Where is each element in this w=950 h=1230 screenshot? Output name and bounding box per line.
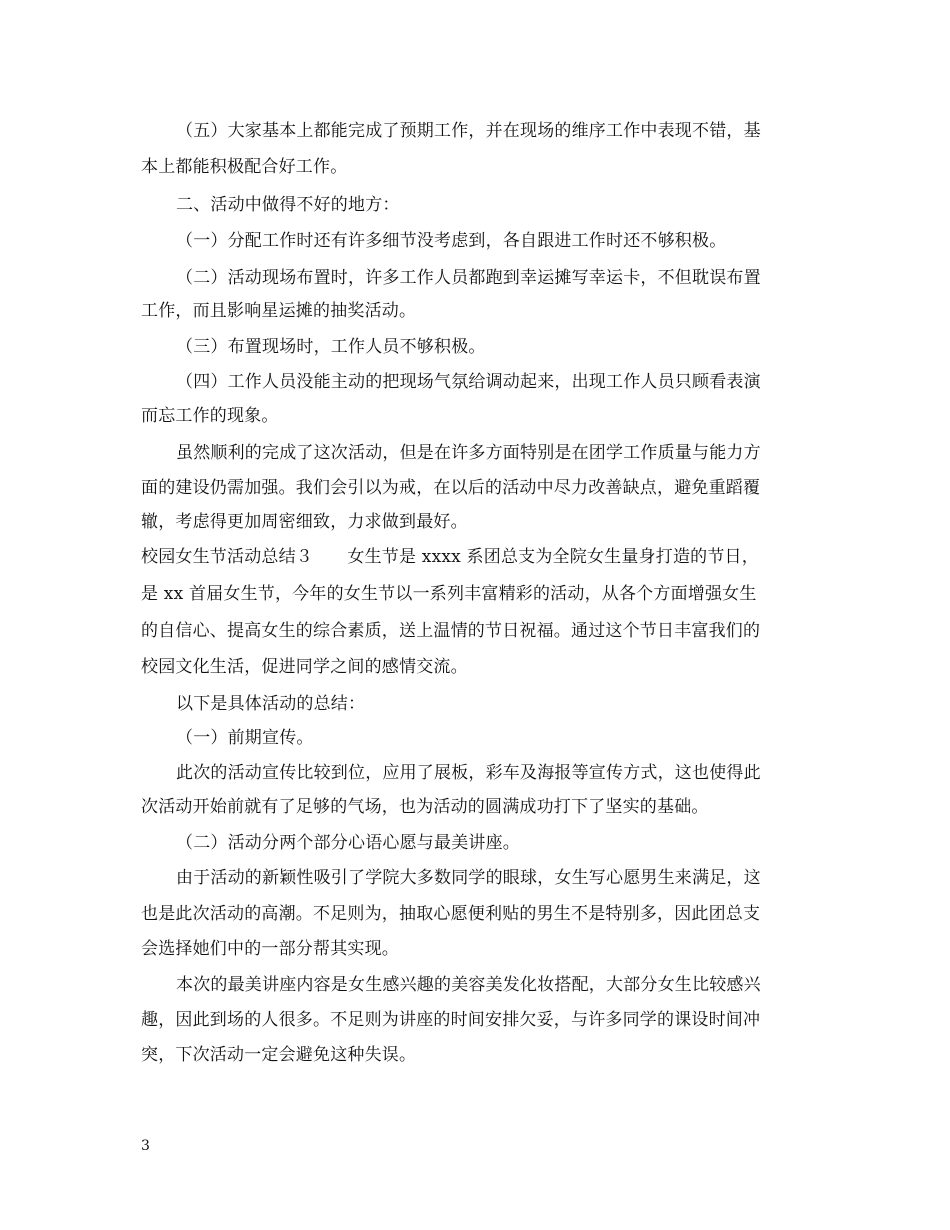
text-line: 二、活动中做得不好的地方： — [176, 195, 400, 215]
text-line: 本次的最美讲座内容是女生感兴趣的美容美发化妆搭配，大部分女生比较感兴 — [176, 975, 761, 995]
text-line: 由于活动的新颖性吸引了学院大多数同学的眼球，女生写心愿男生来满足，这 — [176, 868, 761, 888]
text-line: 工作，而且影响星运摊的抽奖活动。 — [141, 301, 417, 321]
text-line: 本上都能积极配合好工作。 — [141, 157, 348, 177]
text-line: 趣，因此到场的人很多。不足则为讲座的时间安排欠妥，与许多同学的课设时间冲 — [141, 1010, 761, 1030]
text-line: （一）前期宣传。 — [176, 728, 314, 748]
text-line: 次活动开始前就有了足够的气场，也为活动的圆满成功打下了坚实的基础。 — [141, 797, 709, 817]
text-line: 虽然顺利的完成了这次活动，但是在许多方面特别是在团学工作质量与能力方 — [176, 443, 761, 463]
text-line: （二）活动分两个部分心语心愿与最美讲座。 — [176, 833, 520, 853]
text-line: 的自信心、提高女生的综合素质，送上温情的节日祝福。通过这个节日丰富我们的 — [141, 621, 761, 641]
text-line: 以下是具体活动的总结： — [176, 694, 366, 714]
section-heading-line: 校园女生节活动总结３ 女生节是 xxxx 系团总支为全院女生量身打造的节日， — [141, 547, 759, 567]
text-line: 校园文化生活，促进同学之间的感情交流。 — [141, 657, 468, 677]
text-line: （二）活动现场布置时，许多工作人员都跑到幸运摊写幸运卡，不但耽误布置 — [176, 268, 761, 288]
text-line: （三）布置现场时，工作人员不够积极。 — [176, 337, 486, 357]
text-line: 此次的活动宣传比较到位，应用了展板，彩车及海报等宣传方式，这也使得此 — [176, 763, 761, 783]
text-line: 辙，考虑得更加周密细致，力求做到最好。 — [141, 512, 468, 532]
text-line: （四）工作人员没能主动的把现场气氛给调动起来，出现工作人员只顾看表演 — [176, 372, 761, 392]
page-number: 3 — [141, 1138, 150, 1154]
text-line: （五）大家基本上都能完成了预期工作，并在现场的维序工作中表现不错，基 — [176, 121, 761, 141]
text-line: 是 xx 首届女生节，今年的女生节以一系列丰富精彩的活动，从各个方面增强女生 — [141, 584, 757, 604]
text-line: 突，下次活动一定会避免这种失误。 — [141, 1045, 417, 1065]
text-line: 也是此次活动的高潮。不足则为，抽取心愿便利贴的男生不是特别多，因此团总支 — [141, 904, 761, 924]
text-line: 面的建设仍需加强。我们会引以为戒，在以后的活动中尽力改善缺点，避免重蹈覆 — [141, 478, 761, 498]
text-line: 而忘工作的现象。 — [141, 406, 279, 426]
text-line: 会选择她们中的一部分帮其实现。 — [141, 939, 399, 959]
text-line: （一）分配工作时还有许多细节没考虑到，各自跟进工作时还不够积极。 — [176, 231, 727, 251]
